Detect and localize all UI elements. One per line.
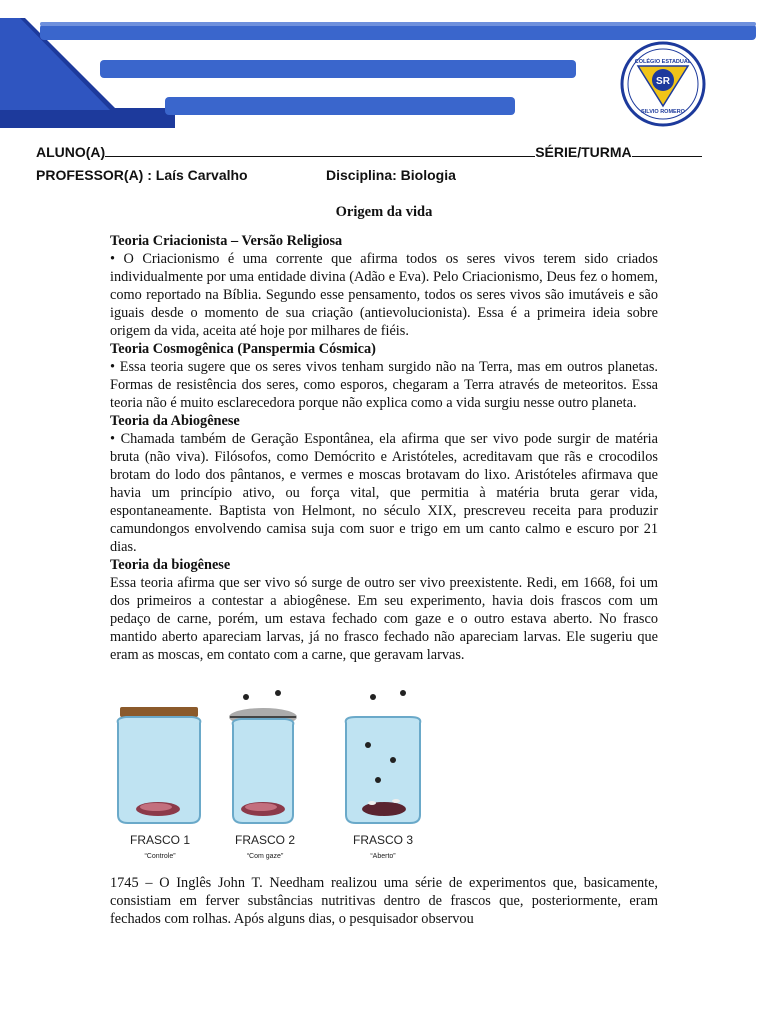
- main-text: [110, 232, 658, 664]
- jar-label: FRASCO 1: [129, 833, 191, 847]
- jar-1: [118, 707, 201, 823]
- jar-caption: “Controle”: [144, 853, 176, 860]
- page-title: Origem da vida: [335, 204, 433, 220]
- jar-label: FRASCO 3: [352, 833, 414, 847]
- teacher-label: PROFESSOR(A) : Laís Carvalho: [36, 167, 248, 183]
- needham-paragraph: 1745 – O Inglês John T. Needham realizou uma série de experimentos que, basicamente, consistiam em ferver substâncias nutritivas dentro de frascos que, posteriormente, eram fechados com rolhas. Após alguns dias, o pesquisador observou: [110, 875, 658, 927]
- section-text: • Essa teoria sugere que os seres vivos tenham surgido não na Terra, mas em outros planetas. Formas de resistência dos seres, como esporos, chegaram a Terra através de meteoritos. Essa teoria não é muito esclarecedora porque não explica como a vida surgiu nesse outro planeta.: [110, 359, 658, 411]
- section-text: • O Criacionismo é uma corrente que afirma todos os seres vivos terem sido criados individualmente por uma entidade divina (Adão e Eva). Pelo Criacionismo, Deus fez o homem, como reportado na Bíblia. Segundo esse pensamento, todos os seres vivos são imutáveis e são iguais desde o momento de sua criação (antievolucionista). Essa é a primeira ideia sobre origem da vida, aceita até hoje por milhares de fiéis.: [110, 251, 658, 339]
- fly-icon: [375, 777, 381, 783]
- fly-icon: [275, 690, 281, 696]
- logo-text-bottom: SILVIO ROMERO: [641, 109, 685, 115]
- logo-text-top: COLÉGIO ESTADUAL: [634, 59, 692, 65]
- section-heading: Teoria Cosmogênica (Panspermia Cósmica): [110, 341, 376, 357]
- bottom-text: [110, 874, 658, 928]
- jar-2: [229, 690, 297, 823]
- series-label: SÉRIE/TURMA: [535, 144, 632, 160]
- fly-icon: [365, 742, 371, 748]
- series-blank: [632, 144, 702, 157]
- jar-label: FRASCO 2: [234, 833, 296, 847]
- student-label: ALUNO(A): [36, 144, 106, 160]
- jar-caption: “Com gaze”: [246, 853, 284, 860]
- school-logo: [622, 43, 704, 125]
- section-text: Essa teoria afirma que ser vivo só surge de outro ser vivo preexistente. Redi, em 1668, foi um dos primeiros a contestar a abiogênese. Em seu experimento, havia dois frascos com um pedaço de carne, porém, um estava fechado com gaze e o outro estava aberto. No frasco mantido aberto apareciam larvas, já no frasco fechado não apareciam larvas. Ele sugeriu que eram as moscas, em contato com a carne, que geravam larvas.: [110, 575, 658, 663]
- redi-experiment-figure: [108, 685, 438, 865]
- jar-3: [346, 690, 421, 823]
- jar-caption: “Aberto”: [370, 853, 396, 860]
- section-heading: Teoria da biogênese: [110, 557, 231, 573]
- header-banner: [0, 0, 768, 135]
- fly-icon: [243, 694, 249, 700]
- student-blank: [105, 144, 535, 157]
- fly-icon: [400, 690, 406, 696]
- logo-initials: SR: [656, 76, 670, 87]
- fly-icon: [390, 757, 396, 763]
- section-text: • Chamada também de Geração Espontânea, ela afirma que ser vivo pode surgir de matéria bruta (não viva). Filósofos, como Demócrito e Aristóteles, acreditavam que rãs e crocodilos brotam do lodo dos pântanos, e vermes e moscas brotavam do lixo. Aristóteles afirmava que havia um princípio ativo, ou força vital, que permitia à matéria bruta gerar vida, espontaneamente. Baptista von Helmont, no século XIX, prescreveu receita para produzir camundongos envolvendo camisa suja com suor e trigo em um canto calmo e escuro por 21 dias.: [110, 431, 658, 555]
- discipline-label: Disciplina: Biologia: [326, 167, 456, 183]
- fly-icon: [370, 694, 376, 700]
- student-field: [36, 144, 702, 160]
- meat-icon: [362, 802, 406, 816]
- section-heading: Teoria Criacionista – Versão Religiosa: [110, 233, 343, 249]
- section-heading: Teoria da Abiogênese: [110, 413, 240, 429]
